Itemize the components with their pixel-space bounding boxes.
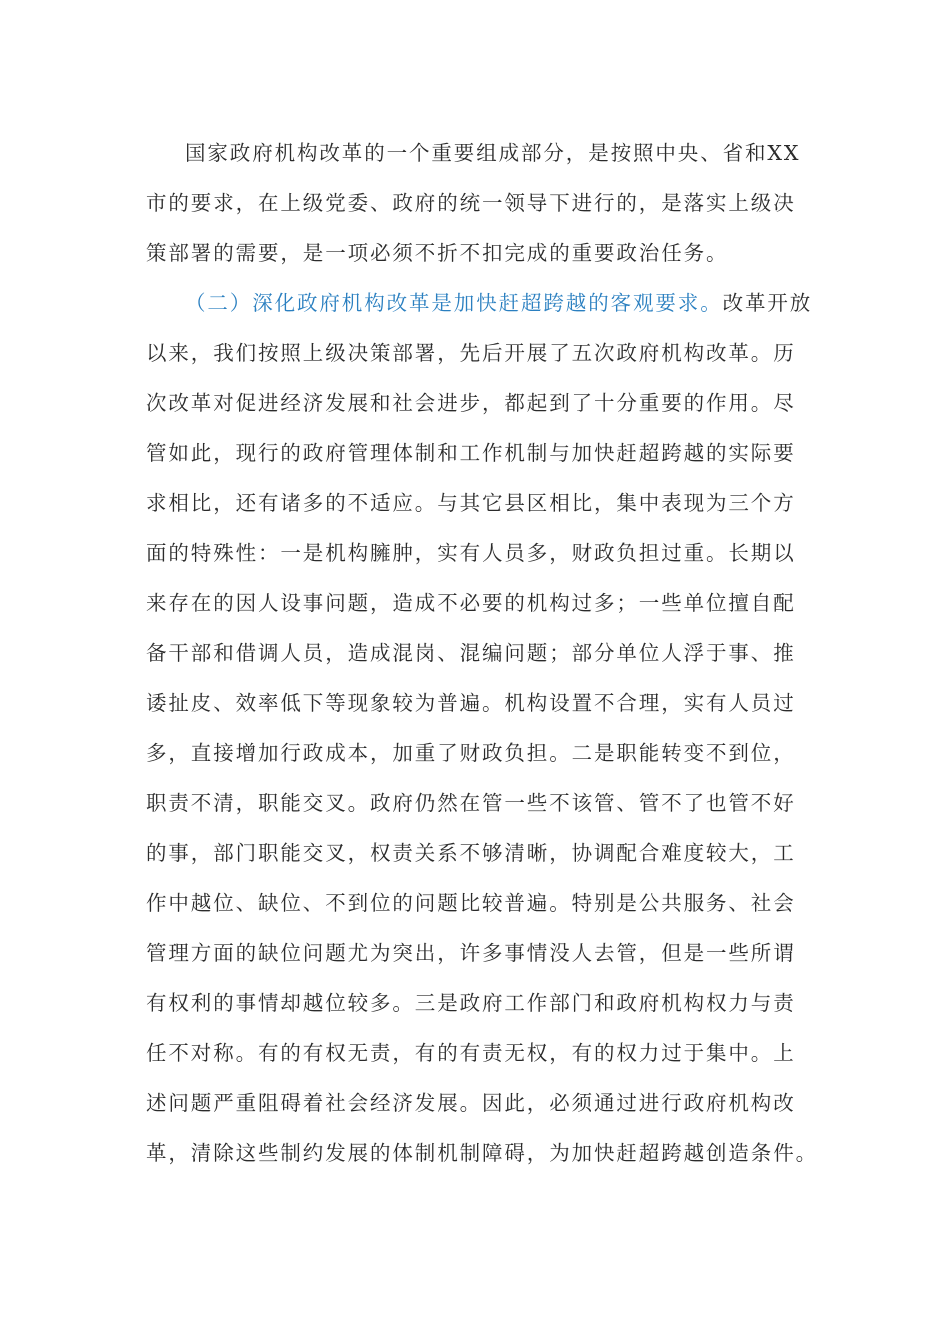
- paragraph-2-first-line-rest: 改革开放: [722, 291, 813, 315]
- paragraph-2-line-17: 述问题严重阻碍着社会经济发展。因此，必须通过进行政府机构改: [146, 1091, 796, 1115]
- paragraph-1: [146, 128, 806, 278]
- paragraph-2-line-7: 来存在的因人设事问题，造成不必要的机构过多；一些单位擅自配: [146, 591, 796, 615]
- paragraph-2-line-18: 革，清除这些制约发展的体制机制障碍，为加快赶超跨越创造条件。: [146, 1141, 818, 1165]
- paragraph-2-line-16: 任不对称。有的有权无责，有的有责无权，有的权力过于集中。上: [146, 1041, 796, 1065]
- paragraph-2-line-13: 作中越位、缺位、不到位的问题比较普遍。特别是公共服务、社会: [146, 891, 796, 915]
- paragraph-2-line-8: 备干部和借调人员，造成混岗、混编问题；部分单位人浮于事、推: [146, 641, 796, 665]
- paragraph-2-line-3: 次改革对促进经济发展和社会进步，都起到了十分重要的作用。尽: [146, 391, 796, 415]
- paragraph-2-line-2: 以来，我们按照上级决策部署，先后开展了五次政府机构改革。历: [146, 341, 796, 365]
- paragraph-2-line-6: 面的特殊性：一是机构臃肿，实有人员多，财政负担过重。长期以: [146, 541, 796, 565]
- paragraph-1-line-3: 策部署的需要，是一项必须不折不扣完成的重要政治任务。: [146, 241, 729, 265]
- section-heading: （二）深化政府机构改革是加快赶超跨越的客观要求。: [185, 291, 723, 315]
- paragraph-2-line-4: 管如此，现行的政府管理体制和工作机制与加快赶超跨越的实际要: [146, 441, 796, 465]
- paragraph-2-line-11: 职责不清，职能交叉。政府仍然在管一些不该管、管不了也管不好: [146, 791, 796, 815]
- paragraph-2-line-9: 诿扯皮、效率低下等现象较为普遍。机构设置不合理，实有人员过: [146, 691, 796, 715]
- paragraph-2-line-10: 多，直接增加行政成本，加重了财政负担。二是职能转变不到位，: [146, 741, 796, 765]
- paragraph-2-line-14: 管理方面的缺位问题尤为突出，许多事情没人去管，但是一些所谓: [146, 941, 796, 965]
- paragraph-1-line-1: 国家政府机构改革的一个重要组成部分，是按照中央、省和XX: [185, 141, 801, 165]
- paragraph-1-line-2: 市的要求，在上级党委、政府的统一领导下进行的，是落实上级决: [146, 191, 796, 215]
- paragraph-2-line-5: 求相比，还有诸多的不适应。与其它县区相比，集中表现为三个方: [146, 491, 796, 515]
- paragraph-2-line-1: [146, 278, 813, 328]
- paragraph-2: [146, 278, 818, 1178]
- paragraph-2-line-15: 有权利的事情却越位较多。三是政府工作部门和政府机构权力与责: [146, 991, 796, 1015]
- paragraph-2-line-12: 的事，部门职能交叉，权责关系不够清晰，协调配合难度较大，工: [146, 841, 796, 865]
